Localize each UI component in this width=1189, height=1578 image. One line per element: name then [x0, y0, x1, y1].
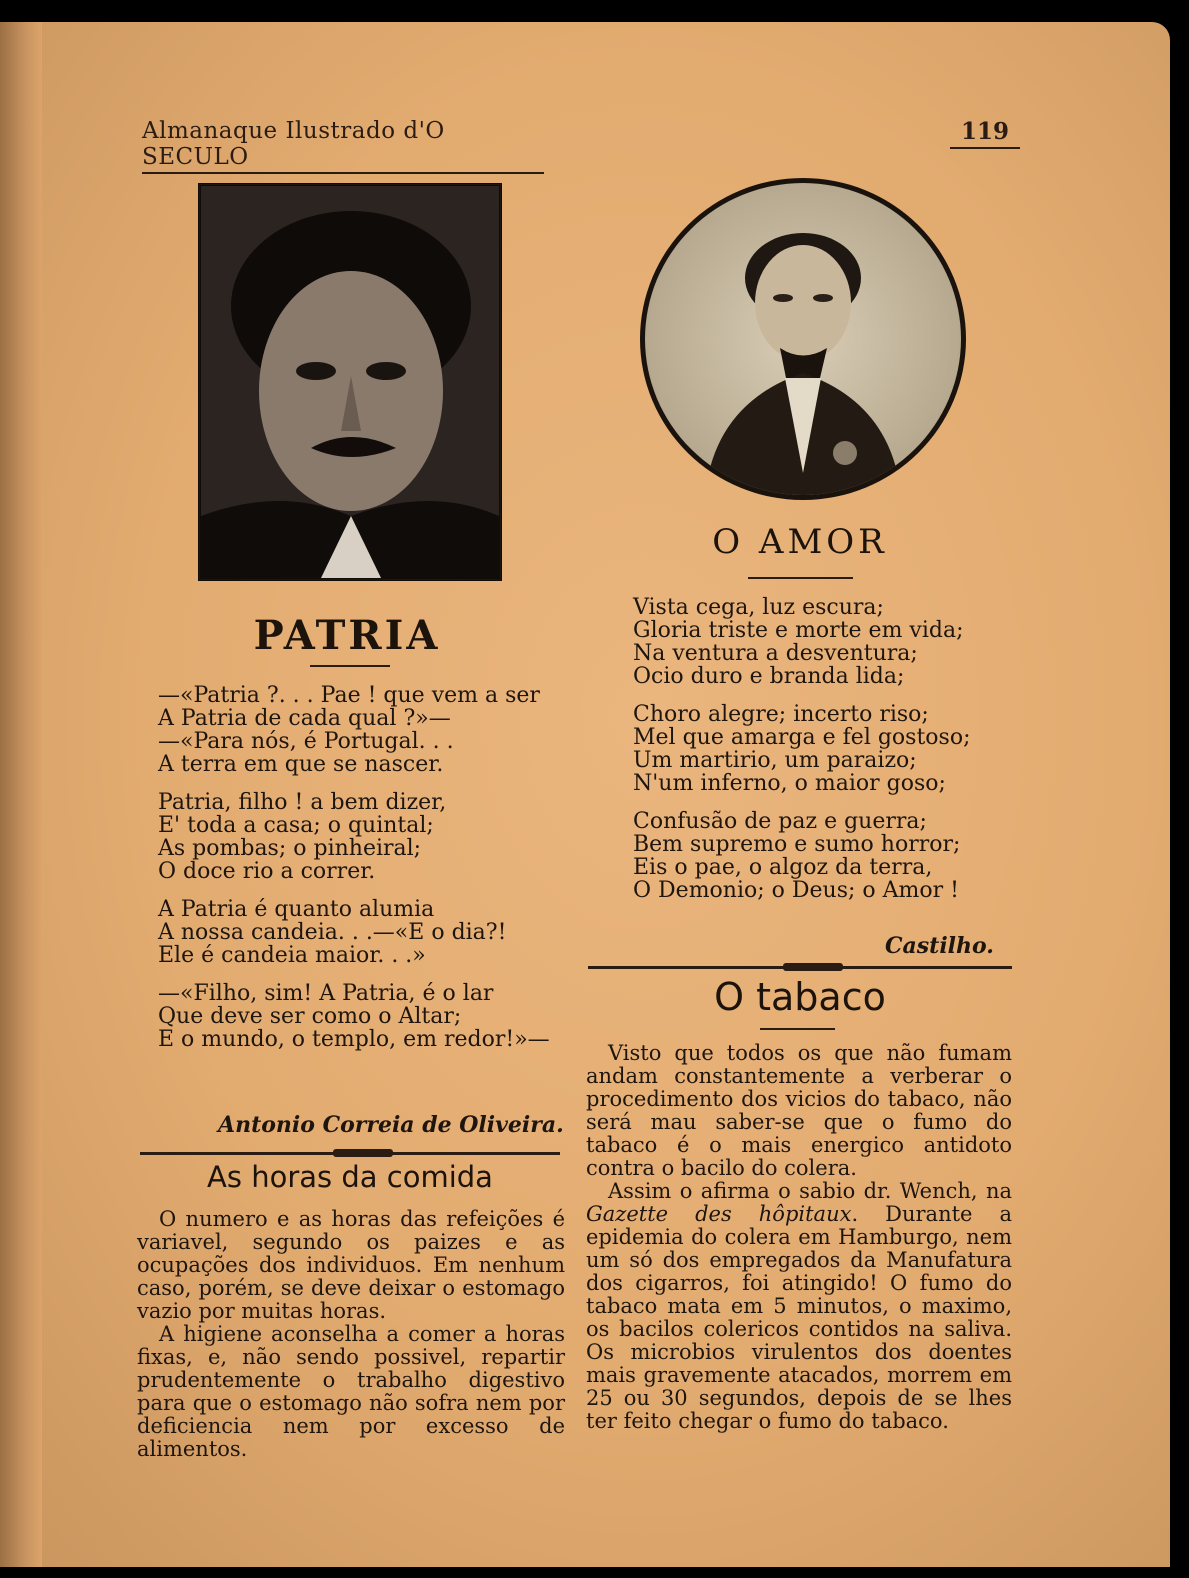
- verse-line: Confusão de paz e guerra;: [633, 809, 927, 834]
- verse-line: A Patria de cada qual ?»—: [158, 706, 451, 731]
- stanza: [158, 684, 550, 776]
- patria-title: PATRIA: [253, 612, 441, 659]
- stanza: [158, 898, 550, 967]
- amor-poem: [633, 596, 971, 917]
- tabaco-title: O tabaco: [714, 975, 886, 1019]
- verse-line: Mel que amarga e fel gostoso;: [633, 725, 971, 750]
- tabaco-body: [586, 1042, 1012, 1433]
- stanza: [633, 703, 971, 795]
- book-spine: [0, 22, 42, 1567]
- running-header-title: Almanaque Ilustrado d'O SECULO: [142, 118, 544, 174]
- amor-author: Castilho.: [885, 933, 994, 959]
- verse-line: Na ventura a desventura;: [633, 641, 918, 666]
- verse-line: A Patria é quanto alumia: [158, 897, 435, 922]
- verse-line: Gloria triste e morte em vida;: [633, 618, 964, 643]
- section-divider: [588, 966, 1012, 969]
- verse-line: Ocio duro e branda lida;: [633, 664, 905, 689]
- gazette-title: Gazette des hôpitaux: [586, 1202, 852, 1226]
- verse-line: —«Patria ?. . . Pae ! que vem a ser: [158, 683, 540, 708]
- verse-line: Que deve ser como o Altar;: [158, 1004, 462, 1029]
- paragraph: A higiene aconselha a comer a horas fixas, e, não sendo possivel, repartir prudentemente o trabalho digestivo para que o estomago não sofra nem por deficiencia nem por excesso de alimentos.: [137, 1322, 565, 1461]
- verse-line: Vista cega, luz escura;: [633, 595, 884, 620]
- verse-line: E' toda a casa; o quintal;: [158, 813, 434, 838]
- verse-line: Patria, filho ! a bem dizer,: [158, 790, 447, 815]
- patria-author: Antonio Correia de Oliveira.: [218, 1112, 564, 1138]
- verse-line: As pombas; o pinheiral;: [158, 836, 422, 861]
- title-rule: [310, 665, 390, 667]
- paragraph: O numero e as horas das refeições é variavel, segundo os paizes e as ocupações dos individuos. Em nenhum caso, porém, se deve deixar o estomago vazio por muitas horas.: [137, 1207, 565, 1323]
- verse-line: Um martirio, um paraizo;: [633, 748, 917, 773]
- stanza: [633, 810, 971, 902]
- man-portrait-icon: [201, 186, 499, 578]
- verse-line: Ele é candeia maior. . .»: [158, 943, 426, 968]
- verse-line: A nossa candeia. . .—«E o dia?!: [158, 920, 507, 945]
- patria-poem: [158, 684, 550, 1066]
- portrait-castilho: [640, 178, 966, 500]
- man-medallion-icon: [645, 183, 961, 495]
- verse-line: O doce rio a correr.: [158, 859, 376, 884]
- title-rule: [760, 1028, 835, 1030]
- title-rule: [748, 577, 853, 579]
- section-divider: [140, 1152, 560, 1155]
- verse-line: —«Para nós, é Portugal. . .: [158, 729, 454, 754]
- page-number: 119: [950, 118, 1020, 149]
- horas-title: As horas da comida: [207, 1160, 493, 1194]
- verse-line: Choro alegre; incerto riso;: [633, 702, 929, 727]
- verse-line: O Demonio; o Deus; o Amor !: [633, 878, 959, 903]
- verse-line: E o mundo, o templo, em redor!»—: [158, 1027, 550, 1052]
- portrait-correia-de-oliveira: [198, 183, 502, 581]
- stanza: [633, 596, 971, 688]
- verse-line: N'um inferno, o maior goso;: [633, 771, 946, 796]
- paragraph: [586, 1180, 1012, 1433]
- stanza: [158, 982, 550, 1051]
- verse-line: Bem supremo e sumo horror;: [633, 832, 961, 857]
- horas-body: [137, 1208, 565, 1461]
- stanza: [158, 791, 550, 883]
- paragraph: Visto que todos os que não fumam andam constantemente a verberar o procedimento dos vicios do tabaco, não será mau saber-se que o fumo do tabaco é o mais energico antidoto contra o bacilo do colera.: [586, 1041, 1012, 1180]
- verse-line: Eis o pae, o algoz da terra,: [633, 855, 933, 880]
- text-run: . Durante a epidemia do colera em Hamburgo, nem um só dos empregados da Manufatura dos cigarros, foi atingido! O fumo do tabaco mata em 5 minutos, o maximo, os bacilos colericos contidos na saliva. Os microbios virulentos dos doentes mais gravemente atacados, morrem em 25 ou 30 segundos, depois de se lhes ter feito chegar o fumo do tabaco.: [586, 1202, 1013, 1433]
- amor-title: O AMOR: [712, 522, 888, 562]
- text-run: Assim o afirma o sabio dr. Wench, na: [608, 1179, 1012, 1203]
- verse-line: A terra em que se nascer.: [158, 752, 444, 777]
- verse-line: —«Filho, sim! A Patria, é o lar: [158, 981, 494, 1006]
